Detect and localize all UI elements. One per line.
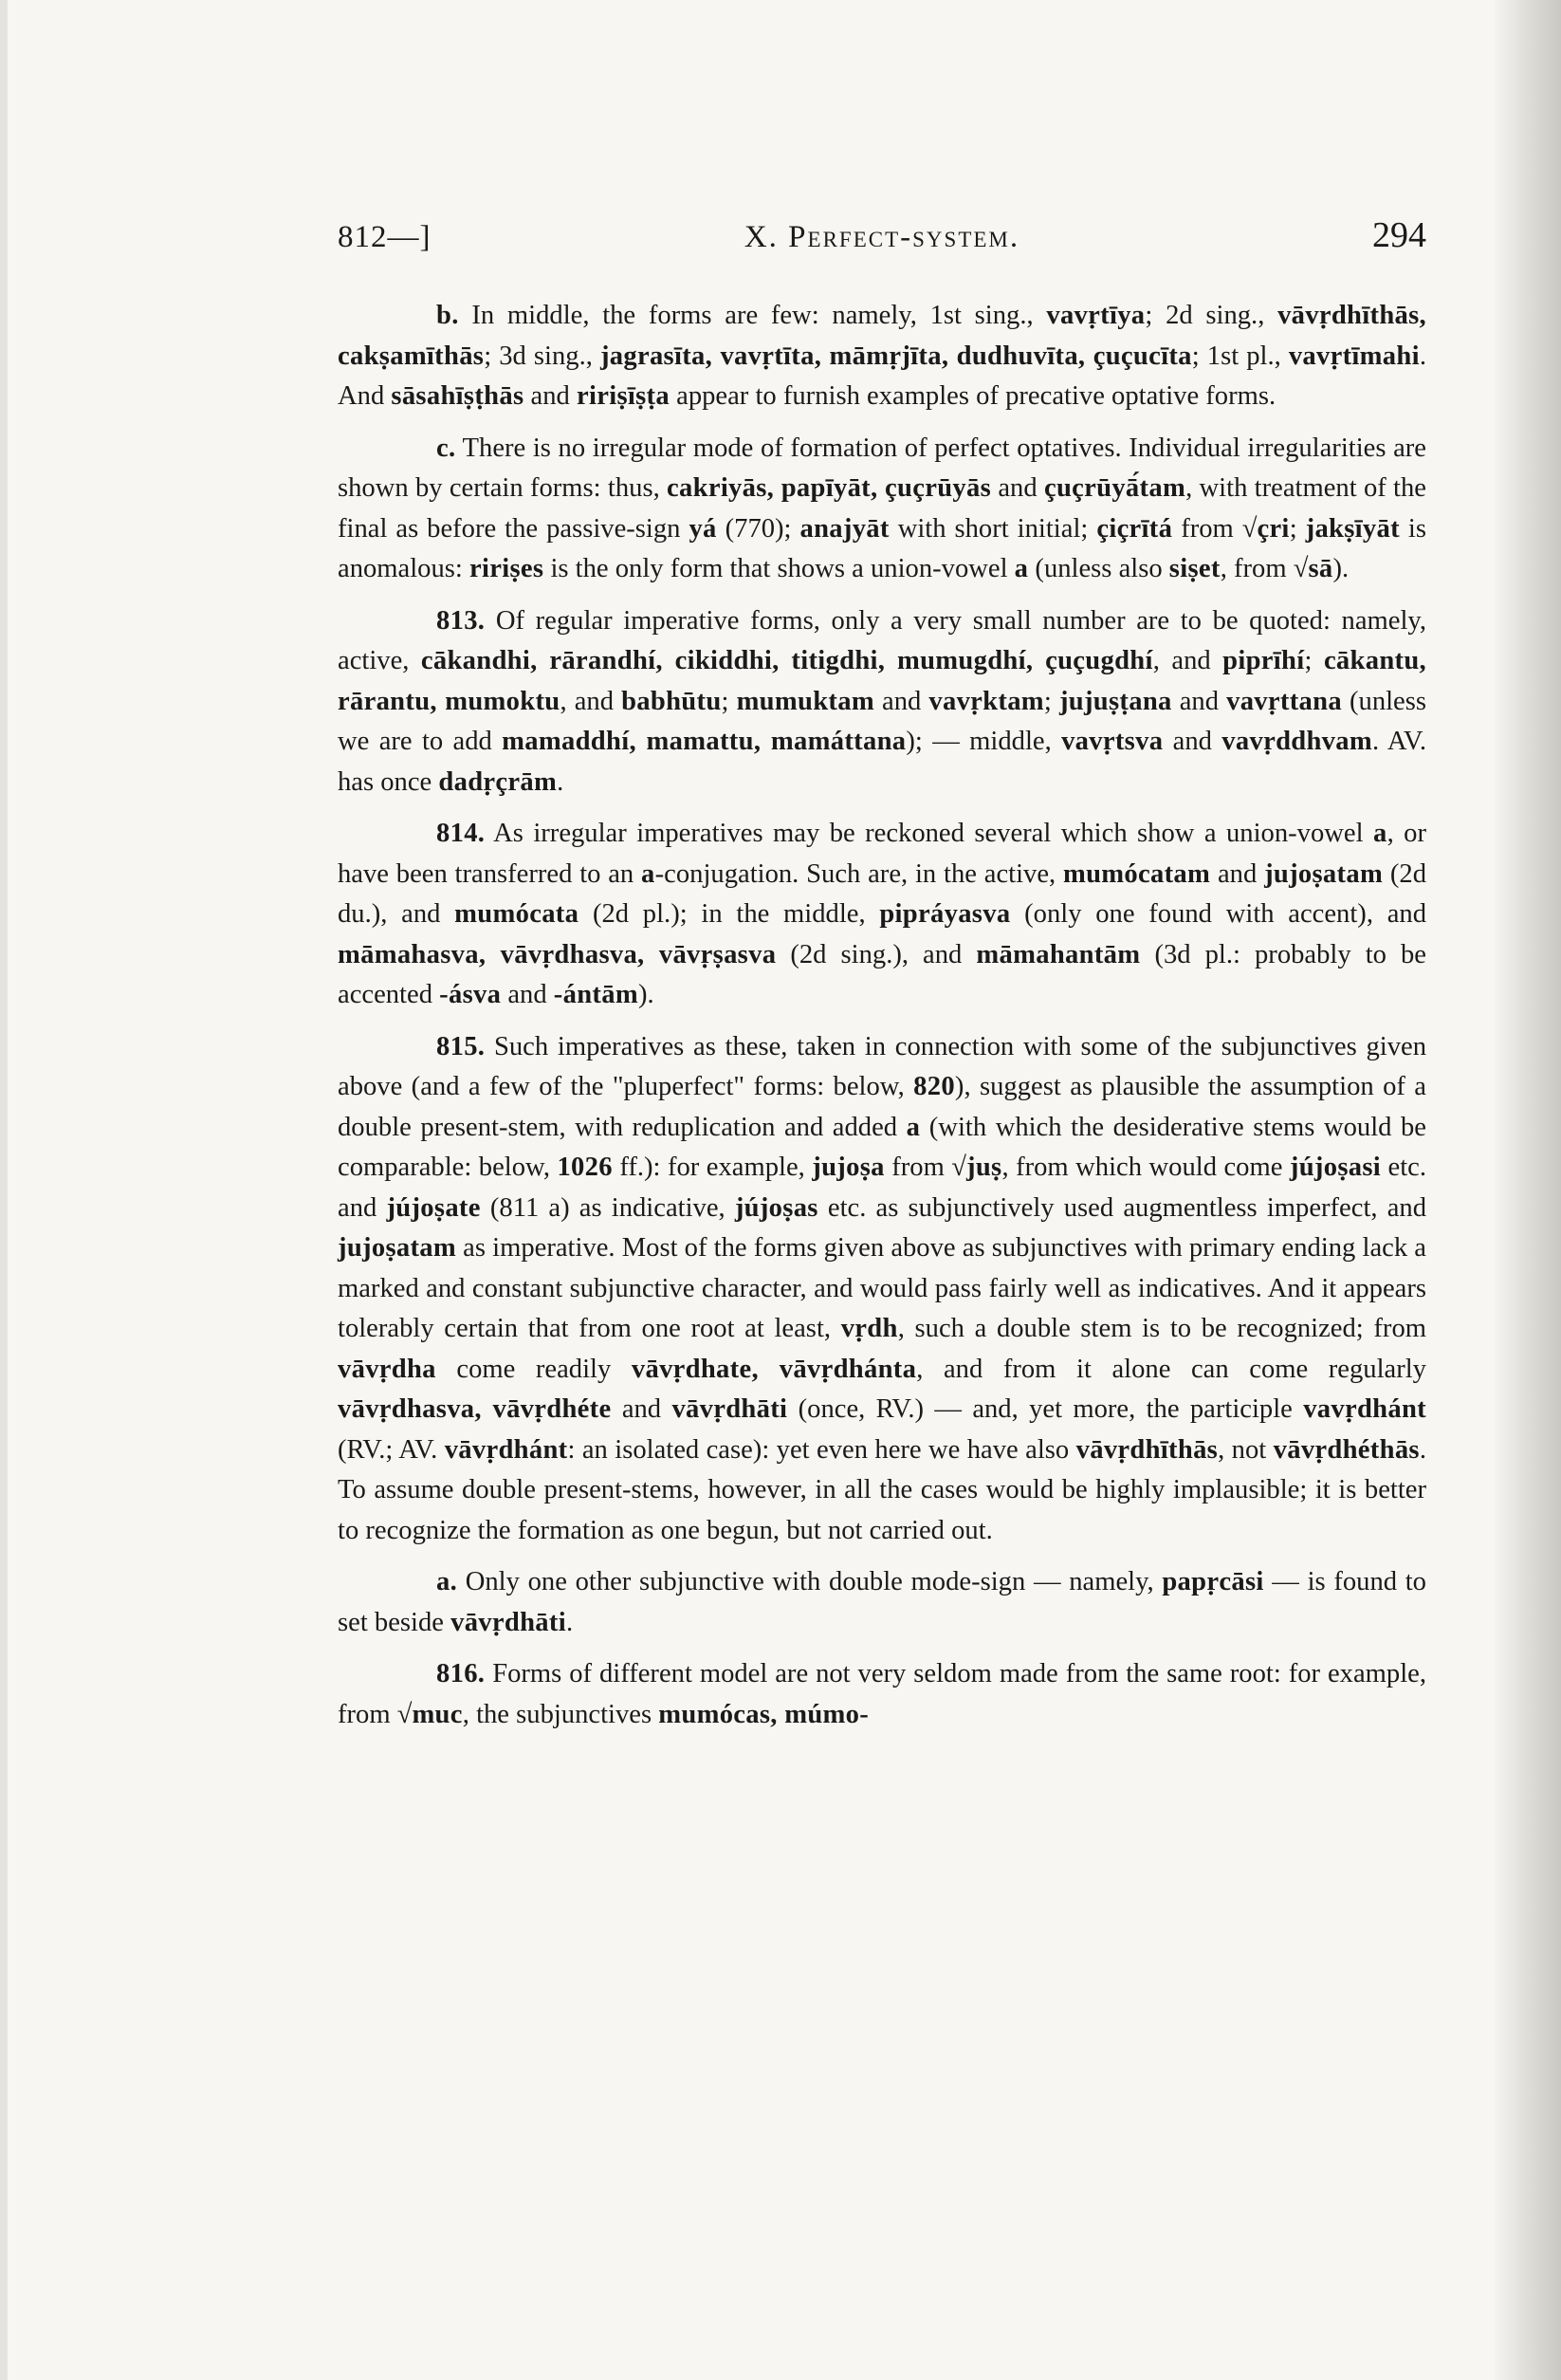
text-run: appear to furnish examples of precative optative forms. [669, 381, 1276, 411]
text-run: Forms of different model are not very seldom made from the same root: for example, from √ [338, 1659, 1426, 1729]
text-run: (only one found with accent), and [1010, 899, 1426, 929]
sanskrit-term: vavṛktam [928, 686, 1044, 716]
sanskrit-term: sāsahīṣṭhās [391, 381, 524, 411]
sanskrit-term: anajyāt [799, 513, 890, 544]
text-run: and [523, 381, 577, 411]
sanskrit-term: cākandhi, rārandhí, cikiddhi, titigdhi, mumugdhí, çuçugdhí [420, 646, 1153, 675]
sanskrit-term: çri [1257, 513, 1290, 544]
sanskrit-term: mumuktam [736, 686, 874, 716]
sanskrit-term: vavṛtsva [1061, 727, 1164, 756]
sanskrit-term: vavṛddhvam [1221, 727, 1372, 756]
sanskrit-term: jújoṣasi [1289, 1153, 1382, 1182]
text-run: and [873, 686, 929, 716]
text-run: , the subjunctives [462, 1699, 659, 1729]
text-run: is anomalous: [338, 513, 1426, 583]
text-run: , not [1218, 1434, 1274, 1465]
text-run: Of regular imperative forms, only a very small number are to be quoted: namely, active, [338, 605, 1426, 675]
sanskrit-term: ririṣīṣṭa [576, 381, 670, 411]
text-run: and [991, 473, 1044, 503]
text-run: from √ [884, 1153, 966, 1182]
sanskrit-term: vṛdh [840, 1314, 898, 1343]
text-run: : an isolated case): yet even here we have also [567, 1434, 1076, 1465]
paragraph-812b [338, 296, 1426, 417]
sanskrit-term: siṣet [1168, 554, 1221, 583]
chapter-title: X. Perfect-system. [744, 220, 1020, 254]
sanskrit-term: māmahasva, vāvṛdhasva, vāvṛṣasva [338, 939, 777, 969]
sanskrit-term: 820 [913, 1072, 955, 1101]
text-run: ). [1332, 554, 1350, 583]
sanskrit-term: vāvṛdhánt [444, 1434, 568, 1465]
text-run: ; [721, 686, 737, 716]
text-run: ff.): for example, [612, 1153, 813, 1182]
sanskrit-term: māmahantām [976, 939, 1141, 969]
sanskrit-term: ririṣes [468, 554, 544, 583]
sanskrit-term: a [1014, 554, 1029, 583]
text-run: as imperative. Most of the forms given above as subjunctives with primary ending lack a marked and constant subjunctive character, and would pass fairly well as indicatives. And it appears tolerably certain that from one root at least, [338, 1233, 1426, 1343]
sanskrit-term: sā [1308, 554, 1333, 583]
text-run: , from √ [1220, 554, 1309, 583]
text-run: etc. and [338, 1153, 1427, 1223]
paragraph-813 [338, 601, 1426, 803]
text-run: ; [1043, 686, 1059, 716]
text-run: and [1163, 727, 1222, 756]
text-run: , and [560, 686, 622, 716]
sanskrit-term: 1026 [557, 1153, 613, 1182]
sanskrit-term: cākantu, rārantu, mumoktu [338, 646, 1427, 716]
sanskrit-term: babhūtu [621, 686, 722, 716]
text-run: . AV. has once [338, 727, 1426, 797]
sanskrit-term: jújoṣate [386, 1192, 481, 1223]
sanskrit-term: vāvṛdhīthās, cakṣamīthās [338, 301, 1426, 371]
page-number: 294 [1372, 215, 1426, 255]
text-run: (2d du.), and [338, 858, 1426, 929]
text-run: and [611, 1394, 672, 1424]
text-run: ; 2d sing., [1145, 301, 1278, 330]
sanskrit-term: 814. [436, 819, 486, 848]
sanskrit-term: piprīhí [1222, 646, 1305, 675]
sanskrit-term: 813. [436, 605, 486, 636]
text-run: In middle, the forms are few: namely, 1st sing., [458, 301, 1047, 330]
sanskrit-term: -ántām [553, 980, 638, 1009]
sanskrit-term: jakṣīyāt [1305, 513, 1400, 544]
text-run: and [1171, 686, 1227, 716]
text-run: ); — middle, [906, 727, 1062, 756]
text-run: Such imperatives as these, taken in connection with some of the subjunctives given above (and a few of the "pluperfect" forms: below, [338, 1031, 1426, 1101]
sanskrit-term: papṛcāsi [1162, 1567, 1264, 1596]
paragraph-815 [338, 1027, 1426, 1552]
text-run: Only one other subjunctive with double mode-sign — namely, [457, 1567, 1163, 1596]
sanskrit-term: vavṛtīya [1046, 301, 1146, 330]
text-run: (RV.; AV. [338, 1434, 445, 1465]
sanskrit-term: jagrasīta, vavṛtīta, māmṛjīta, dudhuvīta, çuçucīta [599, 341, 1192, 371]
sanskrit-term: vavṛtīmahi [1288, 341, 1420, 371]
text-run: is the only form that shows a union-vowel [543, 554, 1015, 583]
text-run: . To assume double present-stems, however, in all the cases would be highly implausible; it is better to recognize the formation as one begun, but not carried out. [338, 1434, 1427, 1545]
sanskrit-term: 816. [436, 1659, 486, 1688]
sanskrit-term: a [1372, 819, 1387, 848]
sanskrit-term: cakriyās, papīyāt, çuçrūyās [667, 473, 992, 503]
text-run: . And [338, 341, 1426, 411]
text-run: , such a double stem is to be recognized; from [897, 1314, 1426, 1343]
sanskrit-term: vavṛdhánt [1303, 1394, 1426, 1424]
sanskrit-term: yá [689, 513, 717, 544]
sanskrit-term: vāvṛdhāti [450, 1607, 566, 1637]
text-run: (770); [716, 513, 800, 544]
text-run: ; [1289, 513, 1306, 544]
text-run: ; [1304, 646, 1324, 675]
text-run: (2d pl.); in the middle, [578, 899, 880, 929]
text-run: — is found to set beside [338, 1567, 1426, 1637]
text-run: and [501, 980, 554, 1009]
text-run: (unless also [1028, 554, 1169, 583]
sanskrit-term: muc [412, 1699, 463, 1729]
sanskrit-term: jujoṣatam [1264, 858, 1384, 889]
text-run: ; 3d sing., [484, 341, 600, 371]
text-run: There is no irregular mode of formation of perfect optatives. Individual irregularities are shown by certain forms: thus, [338, 433, 1426, 503]
text-run: etc. as subjunctively used augmentless imperfect, and [817, 1192, 1426, 1223]
text-run: . [557, 766, 564, 797]
sanskrit-term: dadṛçrām [438, 766, 558, 797]
sanskrit-term: çiçrītá [1096, 513, 1173, 544]
sanskrit-term: vāvṛdhīthās [1075, 1434, 1219, 1465]
sanskrit-term: vāvṛdhasva, vāvṛdhéte [338, 1394, 612, 1424]
sanskrit-term: a [641, 858, 655, 889]
sanskrit-term: juṣ [966, 1153, 1002, 1182]
text-run: (3d pl.: probably to be accented [338, 939, 1426, 1009]
text-run: (with which the desiderative stems would be comparable: below, [338, 1112, 1426, 1182]
sanskrit-term: mumócatam [1062, 858, 1211, 889]
sanskrit-term: jujuṣṭana [1058, 686, 1172, 716]
sanskrit-term: a [906, 1112, 921, 1142]
text-run: with short initial; [889, 513, 1097, 544]
sanskrit-term: mumócas, múmo- [658, 1699, 870, 1729]
paragraph-814 [338, 814, 1426, 1016]
text-run: come readily [435, 1354, 632, 1384]
text-run: . [565, 1607, 574, 1637]
sanskrit-term: çuçrūyā́tam [1043, 473, 1186, 503]
text-run: , or have been transferred to an [338, 819, 1426, 889]
sanskrit-term: 815. [436, 1031, 486, 1061]
page-right-edge-shadow [1495, 0, 1561, 2380]
text-run: ; 1st pl., [1191, 341, 1289, 371]
text-run: , and [1152, 646, 1223, 675]
page-left-edge [0, 0, 8, 2380]
text-run: (unless we are to add [338, 686, 1427, 756]
sanskrit-term: vāvṛdha [338, 1354, 436, 1384]
running-header [338, 214, 1426, 262]
sanskrit-term: jújoṣas [734, 1192, 818, 1223]
text-run: (once, RV.) — and, yet more, the participle [787, 1394, 1304, 1424]
section-reference: 812—] [338, 220, 432, 254]
page-body [338, 296, 1426, 1735]
text-run: , with treatment of the final as before the passive-sign [338, 473, 1426, 544]
text-run: ). [637, 980, 654, 1009]
sanskrit-term: pipráyasva [879, 899, 1011, 929]
sanskrit-term: vavṛttana [1226, 686, 1342, 716]
text-run: from √ [1172, 513, 1258, 544]
sanskrit-term: a. [436, 1567, 458, 1596]
sanskrit-term: mamaddhí, mamattu, mamáttana [502, 727, 907, 756]
sanskrit-term: -ásva [439, 980, 502, 1009]
sanskrit-term: c. [436, 433, 456, 463]
text-run: (2d sing.), and [776, 939, 977, 969]
paragraph-816 [338, 1654, 1426, 1735]
sanskrit-term: vāvṛdhate, vāvṛdhánta [631, 1354, 917, 1384]
sanskrit-term: jujoṣatam [338, 1233, 457, 1263]
text-run: -conjugation. Such are, in the active, [654, 858, 1063, 889]
sanskrit-term: mumócata [454, 899, 579, 929]
paragraph-812c [338, 429, 1426, 590]
sanskrit-term: vāvṛdhéthās [1273, 1434, 1420, 1465]
sanskrit-term: b. [436, 301, 459, 330]
sanskrit-term: vāvṛdhāti [671, 1394, 788, 1424]
sanskrit-term: jujoṣa [812, 1153, 885, 1182]
text-run: (811 a) as indicative, [480, 1192, 735, 1223]
text-run: , and from it alone can come regularly [916, 1354, 1426, 1384]
text-run: and [1210, 858, 1265, 889]
text-run: ), suggest as plausible the assumption of a double present-stem, with reduplication and added [338, 1072, 1426, 1142]
text-run: As irregular imperatives may be reckoned several which show a union-vowel [485, 819, 1373, 848]
paragraph-815a [338, 1562, 1426, 1643]
text-run: , from which would come [1001, 1153, 1290, 1182]
